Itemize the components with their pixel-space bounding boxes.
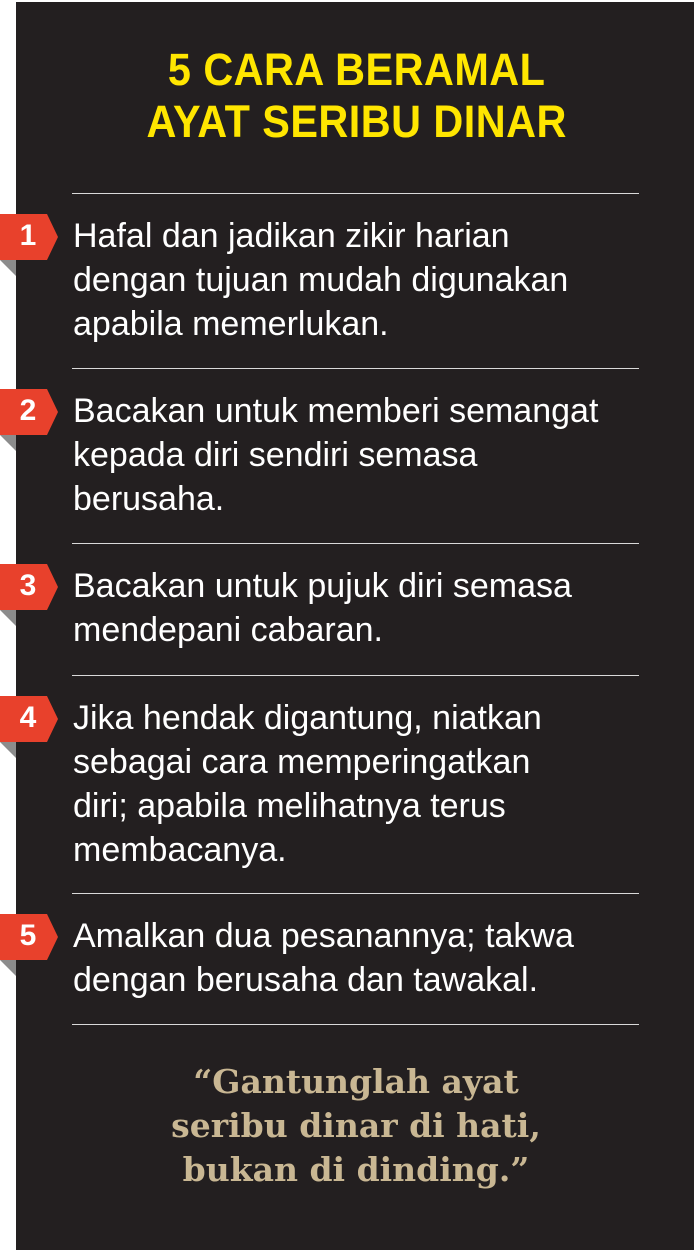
- step-text-5: [73, 914, 653, 1002]
- step-line: dengan tujuan mudah digunakan: [73, 261, 569, 299]
- step-line: Bacakan untuk pujuk diri semasa: [73, 567, 572, 605]
- step-number: 4: [19, 701, 37, 734]
- quote-line-1: “Gantunglah ayat: [193, 1062, 519, 1101]
- step-line: Hafal dan jadikan zikir harian: [73, 217, 510, 255]
- divider: [72, 893, 639, 894]
- divider: [72, 368, 639, 369]
- step-badge-1: [0, 214, 60, 260]
- step-line: kepada diri sendiri semasa: [73, 436, 478, 474]
- step-badge-4: [0, 696, 60, 742]
- step-badge-2: [0, 389, 60, 435]
- step-line: dengan berusaha dan tawakal.: [73, 961, 539, 999]
- step-text-1: [73, 214, 653, 346]
- step-number: 2: [19, 394, 37, 427]
- infographic-title: [44, 44, 670, 148]
- closing-quote: [16, 1060, 696, 1192]
- step-text-3: [73, 564, 653, 652]
- step-line: membacanya.: [73, 831, 287, 869]
- title-line-2: AYAT SERIBU DINAR: [146, 96, 567, 147]
- step-line: apabila memerlukan.: [73, 305, 389, 343]
- divider: [72, 1024, 639, 1025]
- step-text-2: [73, 389, 653, 521]
- step-badge-5: [0, 914, 60, 960]
- quote-line-3: bukan di dinding.”: [182, 1150, 530, 1189]
- step-number: 1: [19, 219, 37, 252]
- title-line-1: 5 CARA BERAMAL: [167, 44, 546, 95]
- step-line: Jika hendak digantung, niatkan: [73, 699, 542, 737]
- step-line: sebagai cara memperingatkan: [73, 743, 531, 781]
- quote-line-2: seribu dinar di hati,: [171, 1106, 541, 1145]
- step-line: berusaha.: [73, 480, 225, 518]
- step-badge-3: [0, 564, 60, 610]
- divider: [72, 543, 639, 544]
- step-line: Amalkan dua pesanannya; takwa: [73, 917, 574, 955]
- step-text-4: [73, 696, 653, 872]
- step-line: mendepani cabaran.: [73, 611, 384, 649]
- step-number: 3: [19, 569, 37, 602]
- divider: [72, 193, 639, 194]
- step-line: Bacakan untuk memberi semangat: [73, 392, 599, 430]
- divider: [72, 675, 639, 676]
- step-line: diri; apabila melihatnya terus: [73, 787, 506, 825]
- step-number: 5: [19, 919, 37, 952]
